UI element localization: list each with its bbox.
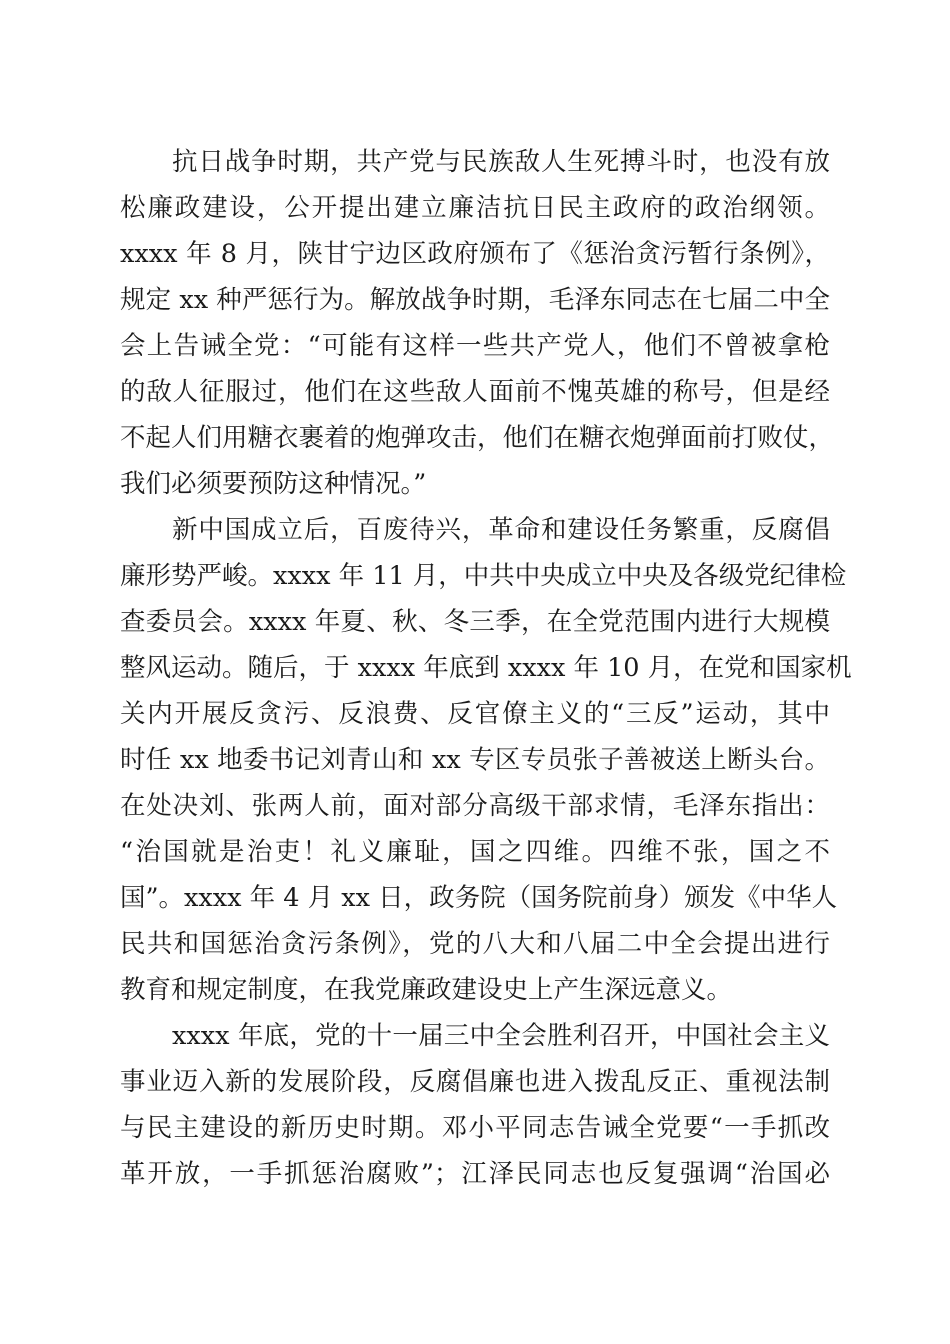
text-line: “治国就是治吏！礼义廉耻，国之四维。四维不张，国之不 [120,837,830,867]
paragraph-1-line-1 [0,142,950,182]
paragraph-1-line-8 [0,464,950,504]
text-line: 新中国成立后，百废待兴，革命和建设任务繁重，反腐倡 [172,515,830,545]
paragraph-2-line-10 [0,924,950,964]
text-line: 关内开展反贪污、反浪费、反官僚主义的“三反”运动，其中 [120,699,830,729]
text-line: 民共和国惩治贪污条例》，党的八大和八届二中全会提出进行 [120,929,830,959]
text-line: 抗日战争时期，共产党与民族敌人生死搏斗时，也没有放 [172,147,830,177]
text-line: 不起人们用糖衣裹着的炮弹攻击，他们在糖衣炮弹面前打败仗， [120,423,835,453]
text-line: 查委员会。xxxx 年夏、秋、冬三季，在全党范围内进行大规模 [120,607,830,637]
text-line: 廉形势严峻。xxxx 年 11 月，中共中央成立中央及各级党纪律检 [120,561,847,591]
paragraph-1-line-4 [0,280,950,320]
paragraph-2-line-2 [0,556,950,596]
paragraph-2-line-1 [0,510,950,550]
text-line: 与民主建设的新历史时期。邓小平同志告诫全党要“一手抓改 [120,1113,830,1143]
text-line: 事业迈入新的发展阶段，反腐倡廉也进入拨乱反正、重视法制 [120,1067,830,1097]
paragraph-1-line-6 [0,372,950,412]
paragraph-1-line-3 [0,234,950,274]
text-line: xxxx 年 8 月，陕甘宁边区政府颁布了《惩治贪污暂行条例》， [120,239,830,269]
paragraph-3-line-1 [0,1016,950,1056]
text-line: 整风运动。随后，于 xxxx 年底到 xxxx 年 10 月，在党和国家机 [120,653,852,683]
paragraph-3-line-3 [0,1108,950,1148]
text-line: 时任 xx 地委书记刘青山和 xx 专区专员张子善被送上断头台。 [120,745,830,775]
paragraph-2-line-8 [0,832,950,872]
paragraph-2-line-7 [0,786,950,826]
paragraph-1-line-5 [0,326,950,366]
text-line: xxxx 年底，党的十一届三中全会胜利召开，中国社会主义 [172,1021,830,1051]
text-line: 教育和规定制度，在我党廉政建设史上产生深远意义。 [120,975,733,1005]
text-line: 松廉政建设，公开提出建立廉洁抗日民主政府的政治纲领。 [120,193,830,223]
paragraph-1-line-7 [0,418,950,458]
paragraph-3-line-4 [0,1154,950,1194]
paragraph-2-line-11 [0,970,950,1010]
text-line: 的敌人征服过，他们在这些敌人面前不愧英雄的称号，但是经 [120,377,830,407]
paragraph-1-line-2 [0,188,950,228]
text-line: 我们必须要预防这种情况。” [120,469,427,499]
text-line: 规定 xx 种严惩行为。解放战争时期，毛泽东同志在七届二中全 [120,285,830,315]
paragraph-2-line-9 [0,878,950,918]
text-line: 国”。xxxx 年 4 月 xx 日，政务院（国务院前身）颁发《中华人 [120,883,838,913]
text-line: 会上告诫全党：“可能有这样一些共产党人，他们不曾被拿枪 [120,331,830,361]
paragraph-3-line-2 [0,1062,950,1102]
paragraph-2-line-4 [0,648,950,688]
paragraph-2-line-6 [0,740,950,780]
text-line: 革开放，一手抓惩治腐败”；江泽民同志也反复强调“治国必 [120,1159,830,1189]
paragraph-2-line-3 [0,602,950,642]
paragraph-2-line-5 [0,694,950,734]
text-line: 在处决刘、张两人前，面对部分高级干部求情，毛泽东指出： [120,791,830,821]
